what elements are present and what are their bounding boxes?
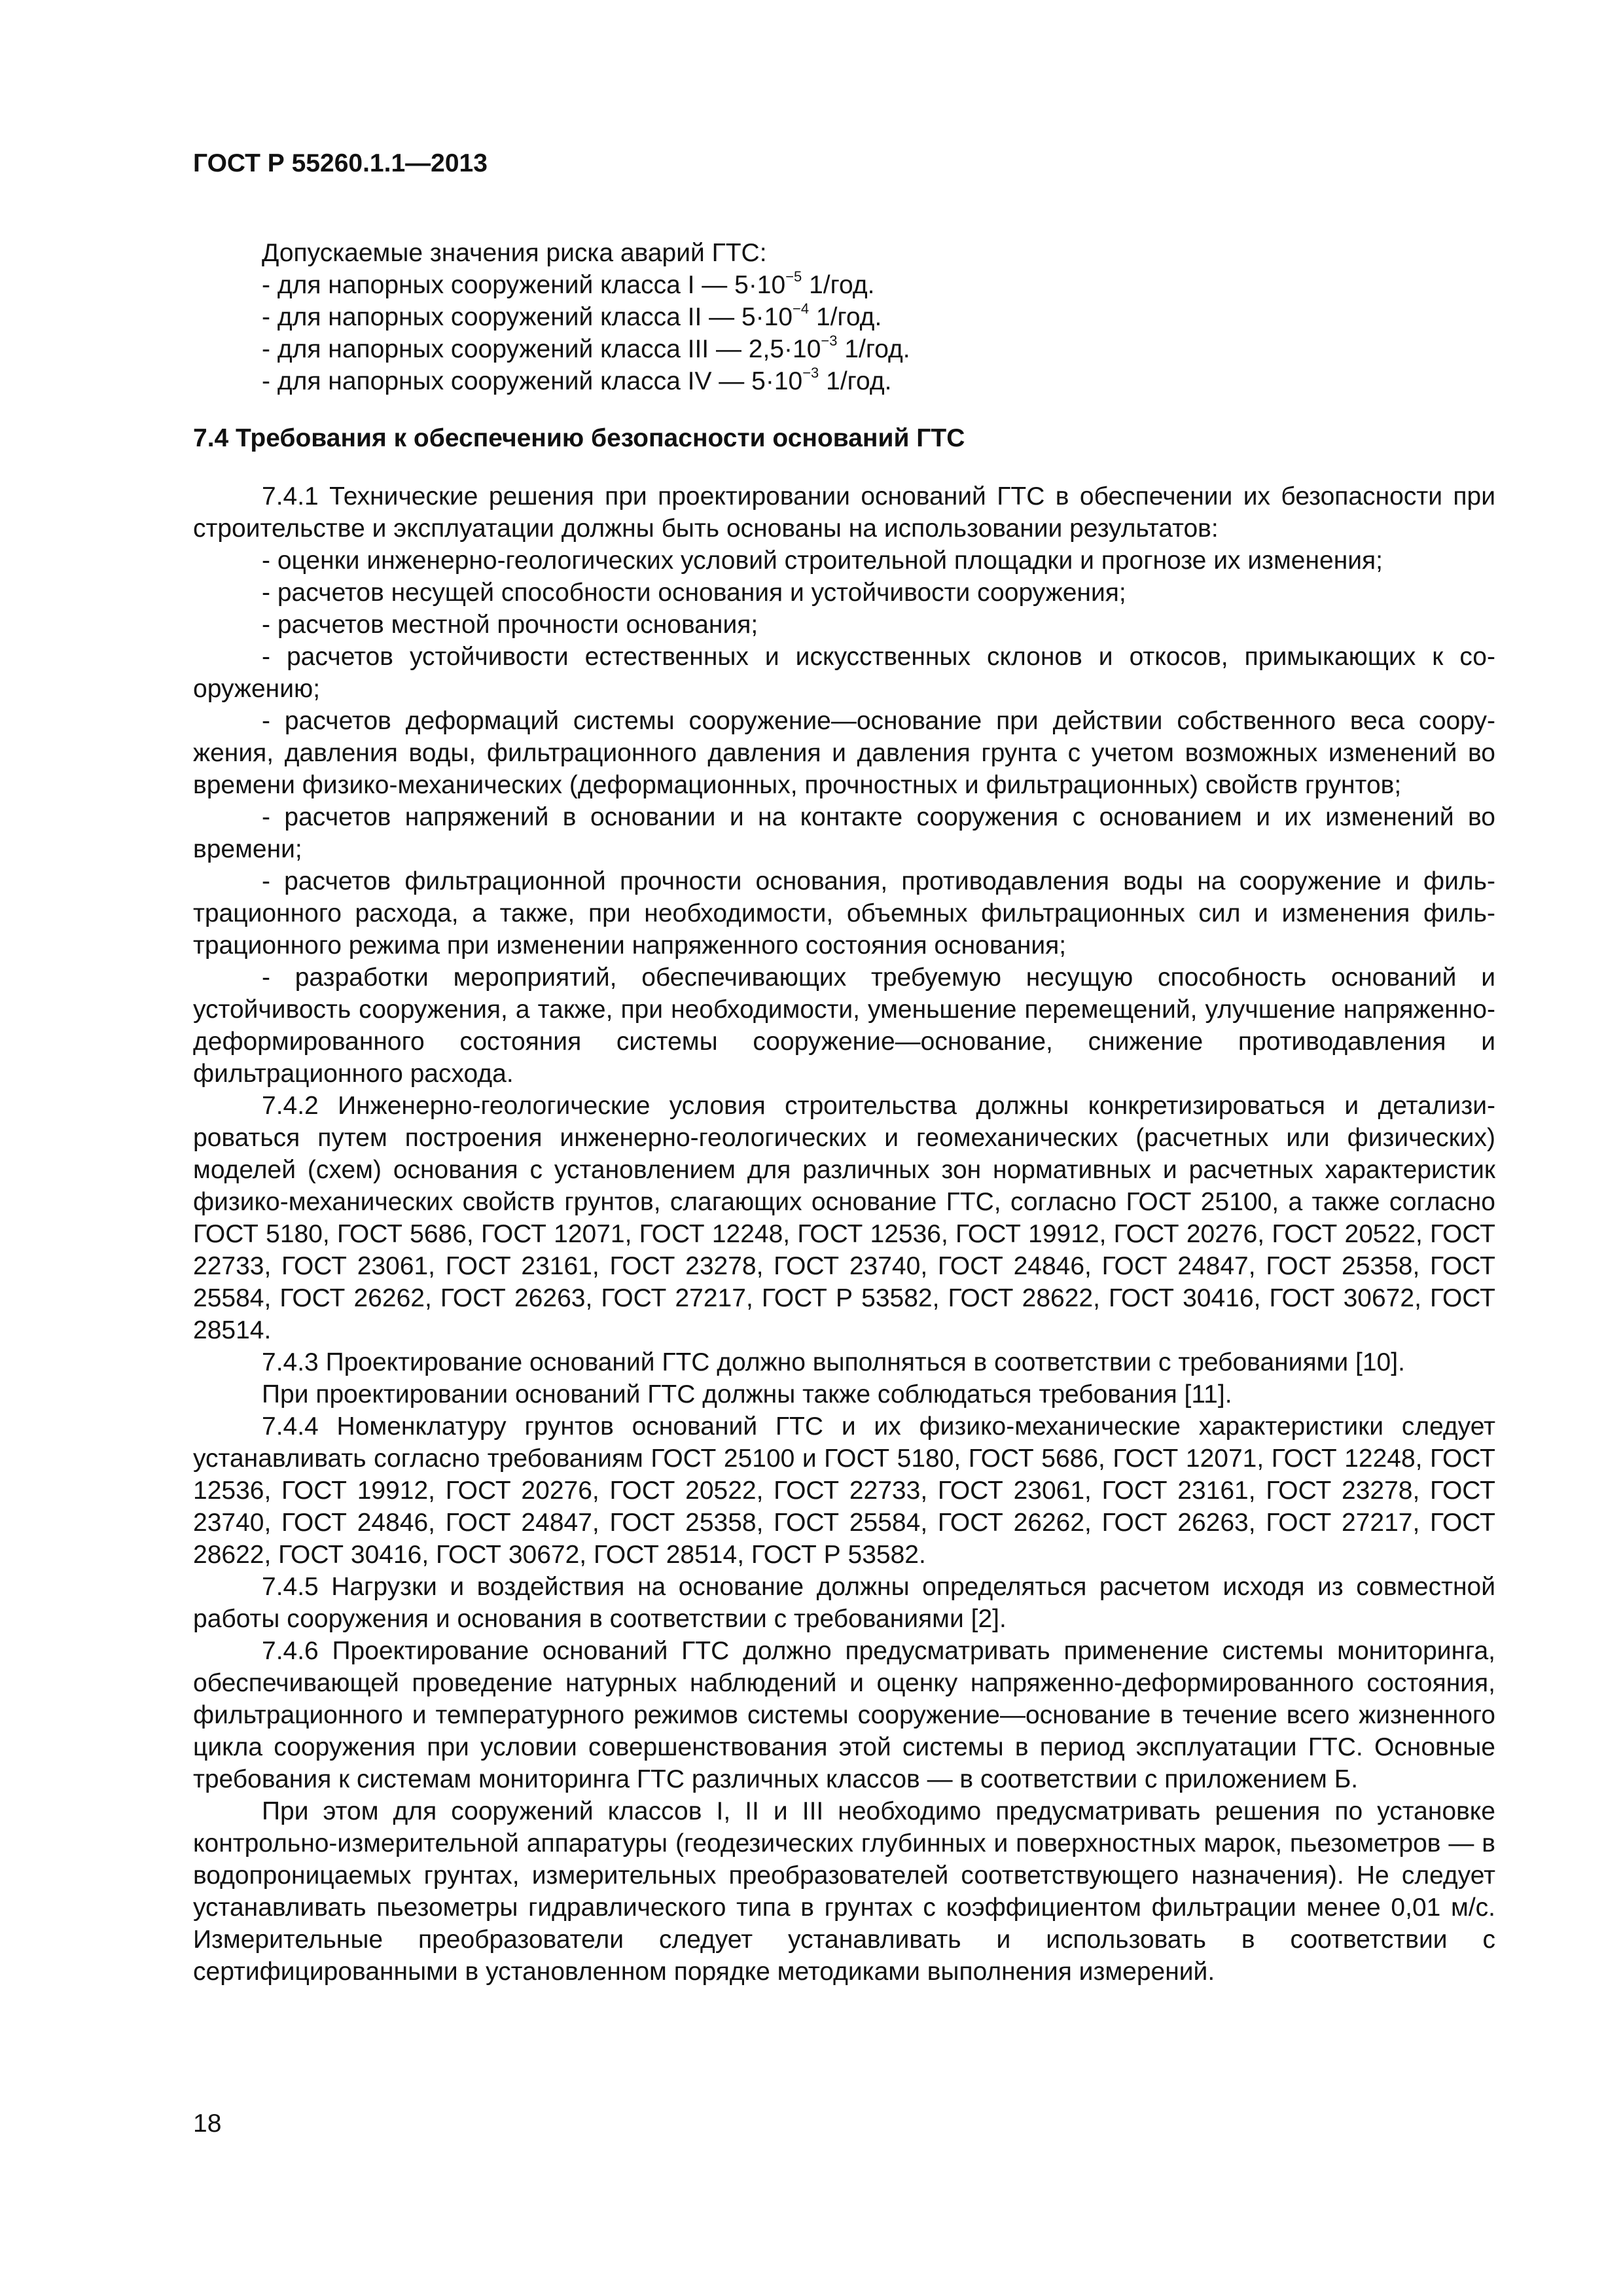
paragraph-7-4-5: 7.4.5 Нагрузки и воздействия на основание должны определяться расчетом исходя из совместной работы сооружения и основания в соответствии с требованиями [2]. bbox=[193, 1573, 1495, 1633]
list-item: - разработки мероприятий, обеспечивающих требуемую несущую способность оснований и устойчивость сооружения, а также, при необходимости, уменьшение перемещений, улучшение напряженно-деформированного состояния системы сооружение—основание, снижение противодавления и фильтрационного расхода. bbox=[193, 963, 1495, 1088]
list-item: - расчетов деформаций системы сооружение—основание при действии собственного веса сооружения, давления воды, фильтрационного давления и давления грунта с учетом возможных изменений во времени физико-механических (деформационных, прочностных и фильтрационных) свойств грунтов; bbox=[193, 707, 1495, 799]
list-item: - расчетов фильтрационной прочности основания, противодавления воды на сооружение и фильтрационного расхода, а также, при необходимости, объемных фильтрационных сил и изменения фильтрационного режима при изменении напряженного состояния основания; bbox=[193, 867, 1495, 960]
list-item: - расчетов устойчивости естественных и искусственных склонов и откосов, примыкающих к сооружению; bbox=[193, 643, 1495, 703]
document-header: ГОСТ Р 55260.1.1—2013 bbox=[193, 149, 488, 177]
paragraph-7-4-2: 7.4.2 Инженерно-геологические условия строительства должны конкретизироваться и детализироваться путем построения инженерно-геологических и геомеханических (расчетных или физических) моделей (схем) основания с установлением для различных зон нормативных и расчетных характеристик физико-механических свойств грунтов, слагающих основание ГТС, согласно ГОСТ 25100, а также согласно ГОСТ 5180, ГОСТ 5686, ГОСТ 12071, ГОСТ 12248, ГОСТ 12536, ГОСТ 19912, ГОСТ 20276, ГОСТ 20522, ГОСТ 22733, ГОСТ 23061, ГОСТ 23161, ГОСТ 23278, ГОСТ 23740, ГОСТ 24846, ГОСТ 24847, ГОСТ 25358, ГОСТ 25584, ГОСТ 26262, ГОСТ 26263, ГОСТ 27217, ГОСТ Р 53582, ГОСТ 28622, ГОСТ 30416, ГОСТ 30672, ГОСТ 28514. bbox=[193, 1092, 1495, 1344]
risk-value-item: - для напорных сооружений класса III — $2,5\cdot 10^{-3}$ 1/год. bbox=[262, 332, 910, 363]
paragraph-7-4-6-continued: При этом для сооружений классов I, II и III необходимо предусматривать решения по установке контрольно-измерительной аппаратуры (геодезических глубинных и поверхностных марок, пьезометров — в водопроницаемых грунтах, измерительных преобразователей соответствующего назначения). Не следует устанавливать пьезометры гидравлического типа в грунтах с коэффициентом фильтрации менее 0,01 м/с. Измерительные преобразователи следует устанавливать и использовать в соответствии с сертифицированными в установленном порядке методиками выполнения измерений. bbox=[193, 1797, 1495, 1986]
list-item: - расчетов напряжений в основании и на контакте сооружения с основанием и их изменений во времени; bbox=[193, 803, 1495, 863]
list-item: - расчетов местной прочности основания; bbox=[262, 611, 758, 639]
document-page bbox=[193, 147, 1495, 1988]
paragraph-7-4-3-note: При проектировании оснований ГТС должны также соблюдаться требования [11]. bbox=[262, 1380, 1232, 1408]
list-item: - оценки инженерно-геологических условий строительной площадки и прогнозе их изменения; bbox=[262, 547, 1383, 575]
risk-values-block bbox=[262, 237, 1495, 397]
paragraph-7-4-1: 7.4.1 Технические решения при проектировании оснований ГТС в обеспечении их безопасности при строительстве и эксплуатации должны быть основаны на использовании результатов: bbox=[193, 482, 1495, 543]
paragraph-7-4-4: 7.4.4 Номенклатуру грунтов оснований ГТС и их физико-механические характеристики следует устанавливать согласно требованиям ГОСТ 25100 и ГОСТ 5180, ГОСТ 5686, ГОСТ 12071, ГОСТ 12248, ГОСТ 12536, ГОСТ 19912, ГОСТ 20276, ГОСТ 20522, ГОСТ 22733, ГОСТ 23061, ГОСТ 23161, ГОСТ 23278, ГОСТ 23740, ГОСТ 24846, ГОСТ 24847, ГОСТ 25358, ГОСТ 25584, ГОСТ 26262, ГОСТ 26263, ГОСТ 27217, ГОСТ 28622, ГОСТ 30416, ГОСТ 30672, ГОСТ 28514, ГОСТ Р 53582. bbox=[193, 1412, 1495, 1569]
section-title: 7.4 Требования к обеспечению безопасности оснований ГТС bbox=[193, 424, 965, 452]
risk-value-item: - для напорных сооружений класса I — $5\cdot 10^{-5}$ 1/год. bbox=[262, 268, 875, 299]
risk-values-title: Допускаемые значения риска аварий ГТС: bbox=[262, 239, 767, 267]
risk-value-item: - для напорных сооружений класса IV — $5\cdot 10^{-3}$ 1/год. bbox=[262, 365, 892, 395]
paragraph-7-4-3: 7.4.3 Проектирование оснований ГТС должно выполняться в соответствии с требованиями [10]. bbox=[262, 1348, 1405, 1376]
paragraph-7-4-6: 7.4.6 Проектирование оснований ГТС должно предусматривать применение системы мониторинга, обеспечивающей проведение натурных наблюдений и оценку напряженно-деформированного состояния, фильтрационного и температурного режимов системы сооружение—основание в течение всего жизненного цикла сооружения при условии совершенствования этой системы в период эксплуатации ГТС. Основные требования к системам мониторинга ГТС различных классов — в соответствии с приложением Б. bbox=[193, 1637, 1495, 1793]
page-number: 18 bbox=[193, 2109, 222, 2138]
list-item: - расчетов несущей способности основания и устойчивости сооружения; bbox=[262, 579, 1126, 607]
risk-value-item: - для напорных сооружений класса II — $5\cdot 10^{-4}$ 1/год. bbox=[262, 300, 882, 331]
